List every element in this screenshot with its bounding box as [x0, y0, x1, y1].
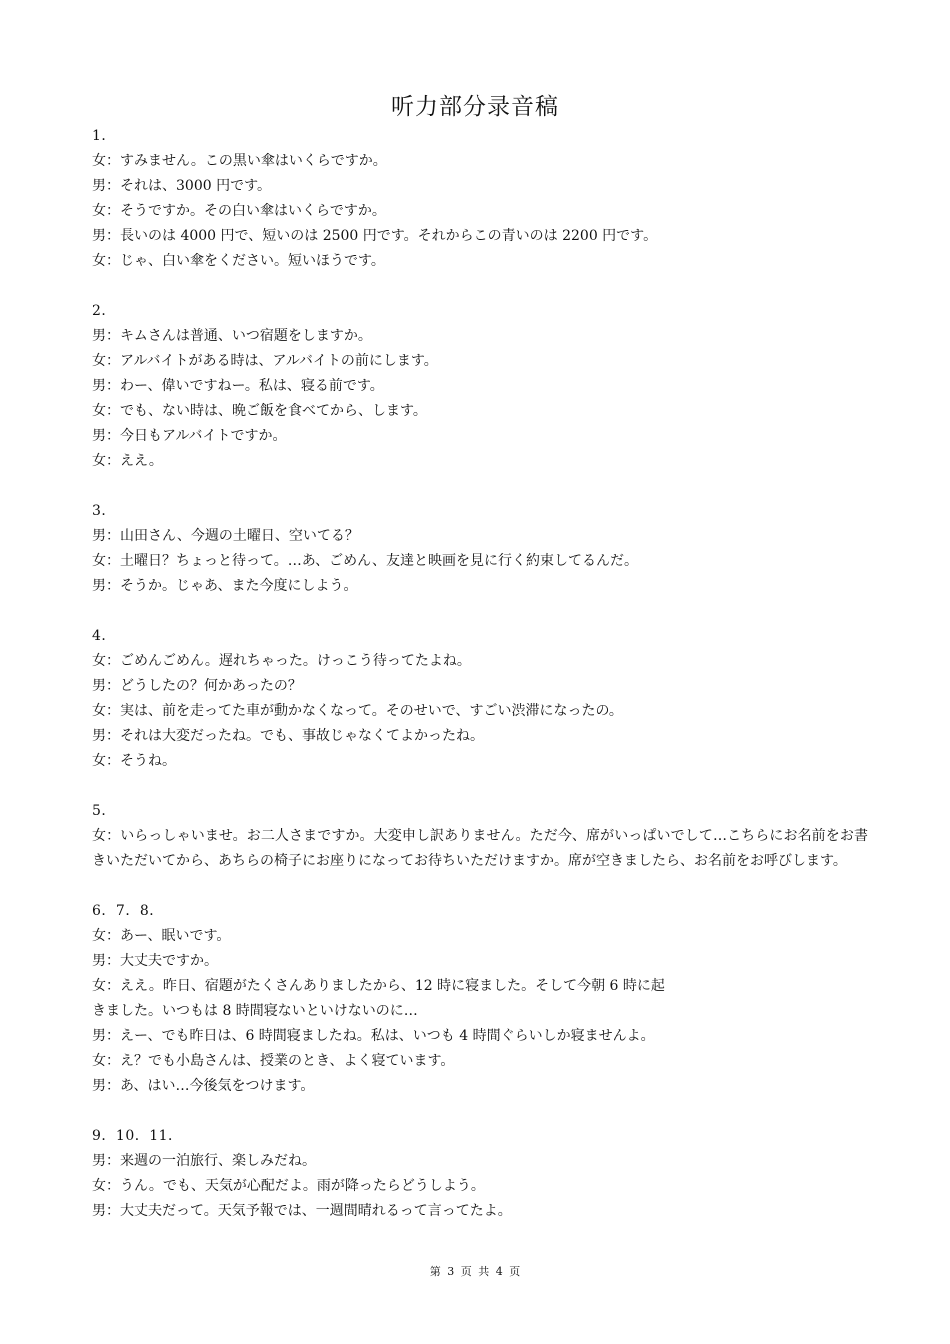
dialogue-line: 男：今日もアルバイトですか。 — [92, 428, 287, 444]
dialogue-line: 女：そうですか。その白い傘はいくらですか。 — [92, 203, 386, 219]
dialogue-line: 女：ええ。昨日、宿題がたくさんありましたから、12 時に寝ました。そして今朝 6 時に起 きました。いつもは 8 時間寝ないといけないのに… — [92, 978, 665, 1019]
dialogue-line: 女：うん。でも、天気が心配だよ。雨が降ったらどうしよう。 — [92, 1178, 485, 1194]
dialogue-line: 男：キムさんは普通、いつ宿題をしますか。 — [92, 328, 372, 344]
dialogue-line: 男：わー、偉いですねー。私は、寝る前です。 — [92, 378, 384, 394]
dialogue-line: 男：あ、はい…今後気をつけます。 — [92, 1078, 315, 1094]
dialogue-line: 女：いらっしゃいませ。お二人さまですか。大変申し訳ありません。ただ今、席がいっぱいでして…こちらにお名前をお書きいただいてから、あちらの椅子にお座りになってお待ちいただけますか。席が空きましたら、お名前をお呼びします。 — [92, 828, 868, 869]
dialogue-line: 女：アルバイトがある時は、アルバイトの前にします。 — [92, 353, 438, 369]
transcript-section — [92, 299, 868, 474]
dialogue-line: 男：大丈夫だって。天気予報では、一週間晴れるって言ってたよ。 — [92, 1203, 512, 1219]
section-number: 3． — [92, 503, 116, 519]
dialogue-line: 女：でも、ない時は、晩ご飯を食べてから、します。 — [92, 403, 427, 419]
section-number: 4． — [92, 628, 116, 644]
dialogue-line: 男：それは大変だったね。でも、事故じゃなくてよかったね。 — [92, 728, 484, 744]
dialogue-line: 女：ごめんごめん。遅れちゃった。けっこう待ってたよね。 — [92, 653, 471, 669]
page-footer: 第 3 页 共 4 页 — [429, 1265, 521, 1278]
transcript-section — [92, 499, 868, 599]
transcript-section — [92, 1124, 868, 1224]
dialogue-line: 女：実は、前を走ってた車が動かなくなって。そのせいで、すごい渋滞になったの。 — [92, 703, 623, 719]
transcript-section — [92, 124, 868, 274]
dialogue-line: 女：じゃ、白い傘をください。短いほうです。 — [92, 253, 385, 269]
dialogue-line: 女：すみません。この黒い傘はいくらですか。 — [92, 153, 387, 169]
dialogue-line: 男：えー、でも昨日は、6 時間寝ましたね。私は、いつも 4 時間ぐらいしか寝ませんよ。 — [92, 1028, 655, 1044]
dialogue-line: 男：来週の一泊旅行、楽しみだね。 — [92, 1153, 316, 1169]
transcript-section — [92, 899, 868, 1099]
transcript-section — [92, 624, 868, 774]
dialogue-line: 男：山田さん、今週の土曜日、空いてる？ — [92, 528, 359, 544]
dialogue-line: 女：土曜日？ちょっと待って。…あ、ごめん、友達と映画を見に行く約束してるんだ。 — [92, 553, 638, 569]
dialogue-line: 女：あー、眠いです。 — [92, 928, 231, 944]
section-number: 1． — [92, 128, 116, 144]
dialogue-line: 女：ええ。 — [92, 453, 163, 469]
dialogue-line: 男：どうしたの？何かあったの？ — [92, 678, 302, 694]
section-number: 6．7．8． — [92, 903, 164, 919]
section-number: 2． — [92, 303, 116, 319]
transcript-body — [92, 124, 868, 1249]
dialogue-line: 男：それは、3000 円です。 — [92, 178, 271, 194]
section-number: 5． — [92, 803, 116, 819]
transcript-section — [92, 799, 868, 874]
dialogue-line: 男：そうか。じゃあ、また今度にしよう。 — [92, 578, 358, 594]
page-title: 听力部分录音稿 — [391, 94, 559, 120]
dialogue-line: 男：大丈夫ですか。 — [92, 953, 218, 969]
section-number: 9．10．11． — [92, 1128, 183, 1144]
dialogue-line: 男：長いのは 4000 円で、短いのは 2500 円です。それからこの青いのは 2200 円です。 — [92, 228, 658, 244]
dialogue-line: 女：そうね。 — [92, 753, 176, 769]
dialogue-line: 女：え？でも小島さんは、授業のとき、よく寝ています。 — [92, 1053, 455, 1069]
